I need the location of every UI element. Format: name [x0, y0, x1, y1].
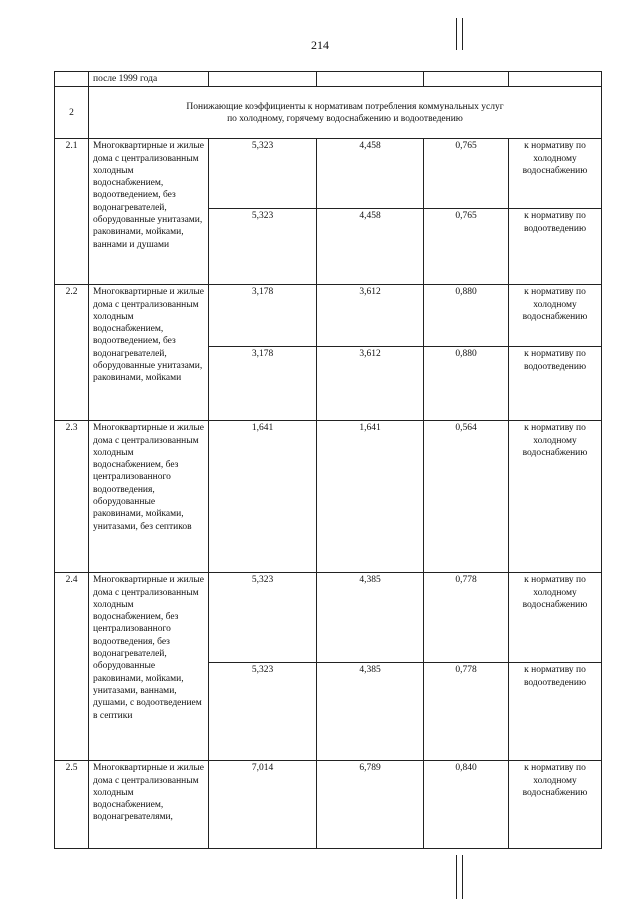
note-cell: к нормативу по холодному водоснабжению — [509, 761, 602, 849]
value-text: 4,385 — [359, 665, 381, 676]
row-description: после 1999 года — [89, 72, 209, 87]
value-cell: 0,564 — [424, 421, 509, 573]
row-number-cell: 2.4 — [55, 573, 89, 761]
page-number: 214 — [311, 38, 329, 52]
value-cell — [317, 139, 424, 285]
section-number: 2 — [55, 87, 89, 139]
value-cell — [424, 72, 509, 87]
note-cell: к нормативу по холодному водоснабжению — [509, 421, 602, 573]
value-cell — [317, 72, 424, 87]
coefficients-table — [54, 71, 602, 849]
value-text: 3,178 — [209, 285, 316, 347]
table-row — [55, 139, 602, 285]
row-description: Многоквартирные и жилые дома с централизованным холодным водоснабжением, водоотведением, без водонагревателей, оборудованные унитазами, раковинами, мойками, ваннами и душами — [89, 139, 209, 285]
value-text: 0,880 — [455, 349, 477, 360]
section-title-line: по холодному, горячему водоснабжению и водоотведению — [227, 113, 463, 124]
note-text: к нормативу по холодному водоснабжению — [509, 285, 601, 347]
value-text: 3,612 — [359, 349, 381, 360]
row-number-cell: 2.1 — [55, 139, 89, 285]
value-text: 4,458 — [317, 139, 423, 209]
scan-artifact — [462, 855, 463, 899]
value-text: 0,765 — [424, 139, 508, 209]
row-description: Многоквартирные и жилые дома с централизованным холодным водоснабжением, водоотведением, без водонагревателей, оборудованные унитазами, раковинами, мойками — [89, 285, 209, 421]
value-text: 4,385 — [317, 573, 423, 663]
value-cell — [209, 72, 317, 87]
section-title — [89, 87, 602, 139]
value-cell — [317, 573, 424, 761]
value-cell: 0,840 — [424, 761, 509, 849]
value-cell: 7,014 — [209, 761, 317, 849]
note-cell — [509, 139, 602, 285]
table-row — [55, 573, 602, 761]
scan-artifact — [462, 18, 463, 50]
value-cell: 6,789 — [317, 761, 424, 849]
value-text: 4,458 — [359, 211, 381, 222]
value-cell: 1,641 — [209, 421, 317, 573]
note-text: к нормативу по холодному водоснабжению — [509, 573, 601, 663]
scan-artifact — [456, 18, 457, 50]
table-row — [55, 285, 602, 421]
value-text: 0,765 — [455, 211, 477, 222]
note-text: к нормативу по водоотведению — [523, 349, 587, 372]
row-description: Многоквартирные и жилые дома с централизованным холодным водоснабжением, без централизованного водоотведения, оборудованные раковинами, мойками, унитазами, без септиков — [89, 421, 209, 573]
note-cell — [509, 72, 602, 87]
value-text: 0,778 — [455, 665, 477, 676]
note-text: к нормативу по холодному водоснабжению — [509, 139, 601, 209]
value-cell: 1,641 — [317, 421, 424, 573]
value-cell — [209, 573, 317, 761]
value-text: 0,880 — [424, 285, 508, 347]
value-cell — [209, 139, 317, 285]
value-text: 3,612 — [317, 285, 423, 347]
table-row — [55, 761, 602, 849]
value-text: 5,323 — [251, 665, 274, 676]
row-description: Многоквартирные и жилые дома с централизованным холодным водоснабжением, без централизованного водоотведения, без водонагревателей, оборудованные раковинами, мойками, унитазами, ваннами, душами, с водоотведением в септики — [89, 573, 209, 761]
value-cell — [424, 285, 509, 421]
value-cell — [209, 285, 317, 421]
table-row — [55, 72, 602, 87]
note-cell — [509, 573, 602, 761]
row-number-cell: 2.2 — [55, 285, 89, 421]
value-text: 5,323 — [251, 211, 274, 222]
scan-artifact — [456, 855, 457, 899]
section-header-row — [55, 87, 602, 139]
value-text: 0,778 — [424, 573, 508, 663]
value-cell — [317, 285, 424, 421]
section-title-line: Понижающие коэффициенты к нормативам потребления коммунальных услуг — [186, 101, 504, 112]
note-text: к нормативу по водоотведению — [523, 211, 587, 234]
value-text: 5,323 — [209, 139, 316, 209]
row-number-cell — [55, 72, 89, 87]
note-text: к нормативу по водоотведению — [523, 665, 587, 688]
value-cell — [424, 573, 509, 761]
note-cell — [509, 285, 602, 421]
row-description: Многоквартирные и жилые дома с централизованным холодным водоснабжением, водонагревателями, — [89, 761, 209, 849]
value-cell — [424, 139, 509, 285]
row-number-cell: 2.3 — [55, 421, 89, 573]
value-text: 5,323 — [209, 573, 316, 663]
value-text: 3,178 — [251, 349, 274, 360]
table-row — [55, 421, 602, 573]
row-number-cell: 2.5 — [55, 761, 89, 849]
